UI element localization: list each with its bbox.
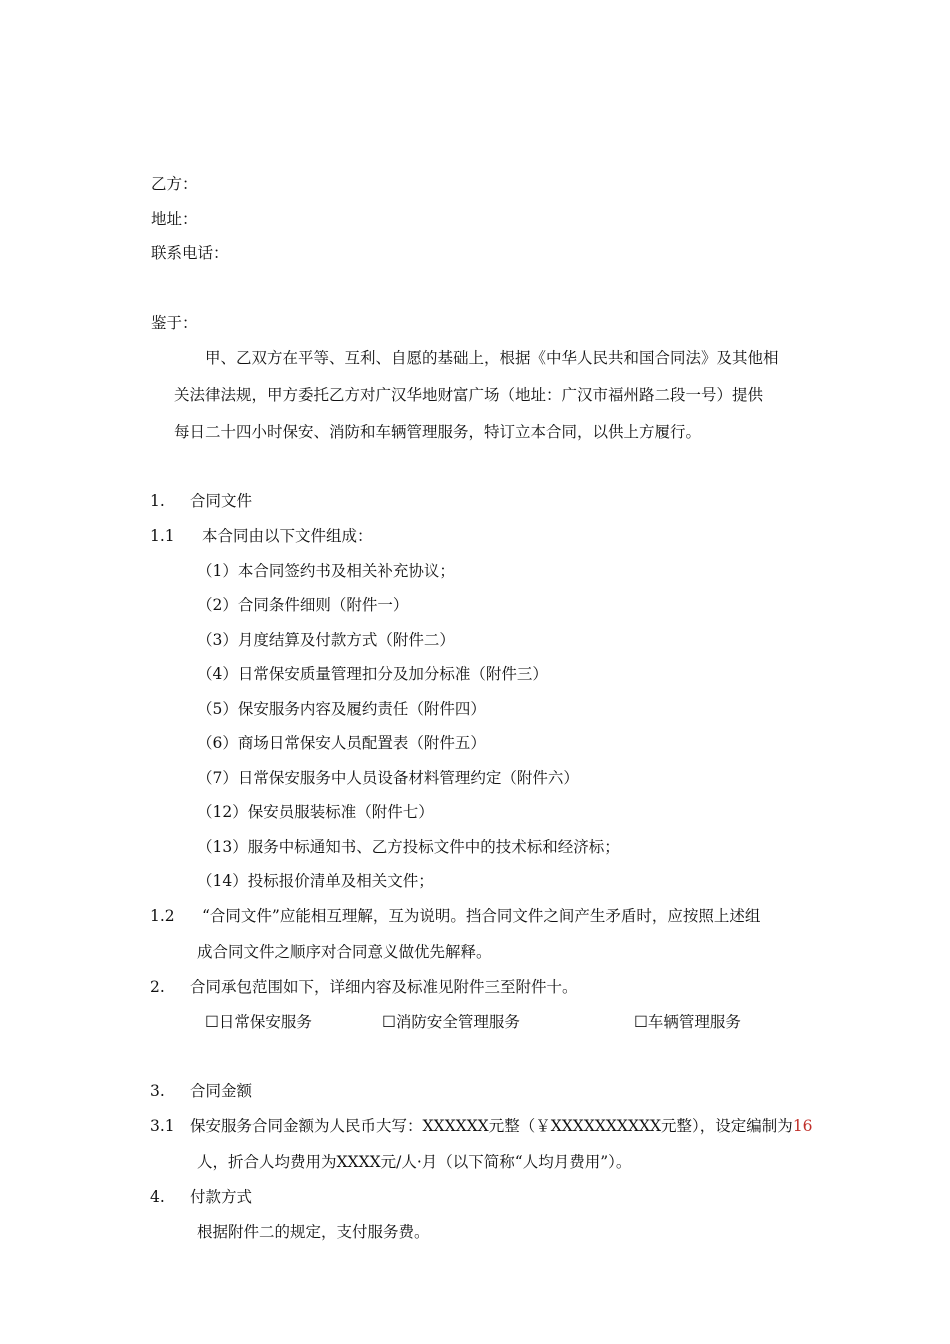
section-2-number: 2. (150, 978, 165, 996)
section-4-text: 根据附件二的规定，支付服务费。 (197, 1223, 430, 1241)
section-4-number: 4. (150, 1188, 165, 1206)
address-label: 地址： (151, 210, 198, 228)
whereas-line-3: 每日二十四小时保安、消防和车辆管理服务，特订立本合同，以供上方履行。 (174, 423, 702, 441)
scope-option-fire-safety[interactable] (382, 1012, 520, 1032)
document-list-item: （1）本合同签约书及相关补充协议； (197, 562, 455, 580)
section-1-number: 1. (150, 492, 165, 510)
checkbox-icon[interactable]: ☐ (205, 1013, 219, 1031)
section-1-2-line-2: 成合同文件之顺序对合同意义做优先解释。 (197, 943, 492, 961)
scope-option-label: 日常保安服务 (218, 1013, 312, 1031)
section-3-number: 3. (150, 1082, 165, 1100)
document-list-item: （12）保安员服装标准（附件七） (197, 803, 434, 821)
section-1-2-number: 1.2 (150, 907, 175, 925)
section-1-1-text: 本合同由以下文件组成： (202, 527, 373, 545)
document-list-item: （14）投标报价清单及相关文件； (197, 872, 434, 890)
section-4-title: 付款方式 (190, 1188, 253, 1206)
document-list-item: （4）日常保安质量管理扣分及加分标准（附件三） (197, 665, 548, 683)
document-list-item: （5）保安服务内容及履约责任（附件四） (197, 700, 486, 718)
section-1-2-line-1: “合同文件”应能相互理解，互为说明。挡合同文件之间产生矛盾时，应按照上述组 (202, 907, 761, 925)
scope-option-security[interactable] (205, 1012, 312, 1032)
whereas-line-2: 关法律法规，甲方委托乙方对广汉华地财富广场（地址：广汉市福州路二段一号）提供 (174, 386, 764, 404)
whereas-label: 鉴于： (151, 314, 198, 332)
whereas-line-1: 甲、乙双方在平等、互利、自愿的基础上，根据《中华人民共和国合同法》及其他相 (205, 349, 779, 367)
party-b-label: 乙方： (151, 175, 198, 193)
section-3-1-line-2: 人，折合人均费用为XXXX元/人·月（以下简称“人均月费用”）。 (197, 1153, 632, 1171)
staff-count: 16 (792, 1117, 813, 1135)
contract-amount-text: 保安服务合同金额为人民币大写：XXXXXX元整（￥XXXXXXXXXX元整），设定编制为 (190, 1117, 793, 1135)
section-1-title: 合同文件 (190, 492, 253, 510)
checkbox-icon[interactable]: ☐ (634, 1013, 648, 1031)
section-3-1-line-1 (190, 1116, 813, 1136)
checkbox-icon[interactable]: ☐ (382, 1013, 396, 1031)
document-list-item: （6）商场日常保安人员配置表（附件五） (197, 734, 486, 752)
document-list-item: （2）合同条件细则（附件一） (197, 596, 409, 614)
section-3-title: 合同金额 (190, 1082, 253, 1100)
document-list-item: （7）日常保安服务中人员设备材料管理约定（附件六） (197, 769, 579, 787)
scope-option-label: 消防安全管理服务 (395, 1013, 520, 1031)
scope-option-vehicle[interactable] (634, 1012, 741, 1032)
phone-label: 联系电话： (151, 244, 229, 262)
section-1-1-number: 1.1 (150, 527, 175, 545)
scope-option-label: 车辆管理服务 (647, 1013, 741, 1031)
section-3-1-number: 3.1 (150, 1117, 175, 1135)
section-2-title: 合同承包范围如下，详细内容及标准见附件三至附件十。 (190, 978, 578, 996)
document-list-item: （13）服务中标通知书、乙方投标文件中的技术标和经济标； (197, 838, 620, 856)
document-list-item: （3）月度结算及付款方式（附件二） (197, 631, 455, 649)
